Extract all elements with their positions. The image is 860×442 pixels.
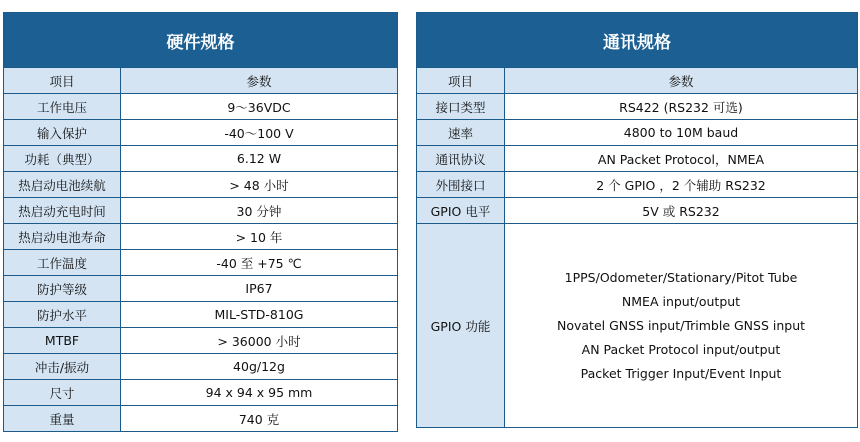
spec-value: 5V 或 RS232 — [505, 198, 858, 224]
spec-value: RS422 (RS232 可选) — [505, 94, 858, 120]
spec-value: > 48 小时 — [121, 172, 398, 198]
spec-key: 工作电压 — [4, 94, 121, 120]
communication-spec-table — [416, 12, 858, 428]
spec-key: MTBF — [4, 328, 121, 354]
communication-col-param: 参数 — [505, 68, 858, 94]
table-row — [417, 198, 858, 224]
spec-value: -40～100 V — [121, 120, 398, 146]
gpio-function-item: AN Packet Protocol input/output — [581, 341, 781, 357]
spec-value: > 36000 小时 — [121, 328, 398, 354]
table-row — [4, 354, 398, 380]
spec-key: 冲击/振动 — [4, 354, 121, 380]
spec-key: 重量 — [4, 406, 121, 432]
table-row — [4, 250, 398, 276]
spec-key: 通讯协议 — [417, 146, 505, 172]
table-row — [4, 120, 398, 146]
spec-value: MIL-STD-810G — [121, 302, 398, 328]
gpio-function-row — [417, 224, 858, 428]
hardware-col-item: 项目 — [4, 68, 121, 94]
spec-key: 输入保护 — [4, 120, 121, 146]
spec-value: IP67 — [121, 276, 398, 302]
spec-key: 热启动电池寿命 — [4, 224, 121, 250]
spec-value: 2 个 GPIO ，2 个辅助 RS232 — [505, 172, 858, 198]
spec-value: 9～36VDC — [121, 94, 398, 120]
spec-key: 功耗（典型） — [4, 146, 121, 172]
spec-value: > 10 年 — [121, 224, 398, 250]
spec-key: 工作温度 — [4, 250, 121, 276]
spec-key: GPIO 电平 — [417, 198, 505, 224]
spec-value: 94 x 94 x 95 mm — [121, 380, 398, 406]
spec-value: 6.12 W — [121, 146, 398, 172]
spec-value: 4800 to 10M baud — [505, 120, 858, 146]
gpio-function-list — [505, 224, 858, 428]
table-row — [4, 328, 398, 354]
table-row — [4, 172, 398, 198]
communication-col-item: 项目 — [417, 68, 505, 94]
spec-key: 速率 — [417, 120, 505, 146]
table-row — [417, 172, 858, 198]
gpio-function-item: Novatel GNSS input/Trimble GNSS input — [556, 317, 806, 333]
spec-key: 热启动电池续航 — [4, 172, 121, 198]
table-row — [4, 224, 398, 250]
spec-key: 尺寸 — [4, 380, 121, 406]
spec-key: 外围接口 — [417, 172, 505, 198]
spec-key: 接口类型 — [417, 94, 505, 120]
table-row — [4, 276, 398, 302]
gpio-function-label: GPIO 功能 — [417, 224, 505, 428]
gpio-function-item: Packet Trigger Input/Event Input — [580, 365, 782, 381]
spec-value: AN Packet Protocol，NMEA — [505, 146, 858, 172]
table-row — [4, 146, 398, 172]
table-row — [4, 198, 398, 224]
hardware-col-param: 参数 — [121, 68, 398, 94]
hardware-title: 硬件规格 — [4, 13, 398, 68]
table-row — [417, 94, 858, 120]
spec-value: -40 至 +75 ℃ — [121, 250, 398, 276]
gpio-function-item: 1PPS/Odometer/Stationary/Pitot Tube — [564, 269, 798, 285]
table-row — [4, 406, 398, 432]
table-row — [4, 94, 398, 120]
spec-value: 40g/12g — [121, 354, 398, 380]
table-row — [417, 146, 858, 172]
table-row — [4, 380, 398, 406]
spec-value: 740 克 — [121, 406, 398, 432]
spec-key: 防护等级 — [4, 276, 121, 302]
spec-key: 防护水平 — [4, 302, 121, 328]
spec-key: 热启动充电时间 — [4, 198, 121, 224]
table-row — [4, 302, 398, 328]
hardware-spec-table — [3, 12, 398, 432]
gpio-function-item: NMEA input/output — [621, 293, 741, 309]
spec-value: 30 分钟 — [121, 198, 398, 224]
table-row — [417, 120, 858, 146]
communication-title: 通讯规格 — [417, 13, 858, 68]
